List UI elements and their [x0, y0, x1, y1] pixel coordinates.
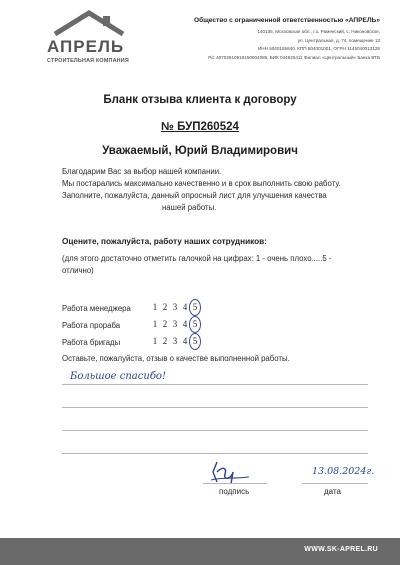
- feedback-line: [62, 407, 368, 408]
- signature-line: [203, 483, 267, 484]
- company-bank-line: Р/с 40702810919150004085, БИК 044525411 Филиал «Центральный» Банка ВТБ: [208, 54, 380, 60]
- feedback-line: [62, 453, 368, 454]
- rating-option[interactable]: 2: [162, 302, 168, 312]
- rating-hint: [62, 253, 372, 277]
- rating-option[interactable]: 3: [172, 302, 178, 312]
- rating-scale[interactable]: [150, 336, 200, 346]
- rating-heading: Оцените, пожалуйста, работу наших сотрудников:: [62, 237, 267, 246]
- form-title: Бланк отзыва клиента к договору: [103, 94, 297, 106]
- rating-option[interactable]: 1: [152, 319, 158, 329]
- feedback-line: [62, 384, 368, 385]
- rating-label: Работа менеджера: [62, 304, 131, 313]
- logo-subtitle: СТРОИТЕЛЬНАЯ КОМПАНИЯ: [47, 58, 129, 64]
- logo-name: АПРЕЛЬ: [47, 37, 125, 56]
- rating-scale[interactable]: [150, 319, 200, 329]
- contract-number-text: № БУП260524: [161, 121, 239, 133]
- rating-option[interactable]: 1: [152, 336, 158, 346]
- company-name: Общество с ограниченной ответственностью «АПРЕЛЬ»: [194, 17, 380, 24]
- greeting: Уважаемый, Юрий Владимирович: [102, 145, 298, 157]
- company-address-line: ул. Центральная, д. 74, помещение 13: [297, 37, 380, 43]
- company-address-line: 140135, Московская обл., г.о. Раменский, с. Никоновское,: [257, 29, 380, 34]
- contract-number: [0, 121, 400, 133]
- roof-logo-icon: [53, 10, 125, 36]
- signature-label: подпись: [219, 487, 250, 496]
- intro-line: Заполните, пожалуйста, данный опросный лист для улучшения качества: [62, 191, 327, 200]
- feedback-prompt: Оставьте, пожалуйста, отзыв о качестве выполненной работы.: [62, 354, 290, 363]
- intro-text: [62, 166, 372, 214]
- intro-line: нашей работы.: [162, 203, 217, 212]
- company-tax-line: ИНН 5040165840, КПП 504001001, ОГРН 1145040013128: [257, 46, 380, 51]
- footer-bar: [0, 538, 400, 565]
- rating-label: Работа прораба: [62, 321, 121, 330]
- rating-option[interactable]: 2: [162, 319, 168, 329]
- rating-option[interactable]: 5: [190, 336, 200, 346]
- feedback-handwritten-text[interactable]: Большое спасибо!: [70, 371, 166, 382]
- footer-url[interactable]: WWW.SK-APREL.RU: [304, 546, 378, 553]
- rating-option[interactable]: 3: [172, 319, 178, 329]
- intro-line: Благодарим Вас за выбор нашей компании.: [62, 167, 222, 176]
- rating-option[interactable]: 5: [190, 302, 200, 312]
- rating-hint-line: (для этого достаточно отметить галочкой на цифрах: 1 - очень плохо.....5 -: [62, 254, 332, 263]
- rating-option[interactable]: 3: [172, 336, 178, 346]
- feedback-line: [62, 430, 368, 431]
- rating-option[interactable]: 4: [182, 319, 188, 329]
- rating-option[interactable]: 4: [182, 336, 188, 346]
- date-line: [302, 483, 368, 484]
- date-label: дата: [324, 487, 341, 496]
- rating-hint-line: отлично): [62, 266, 94, 275]
- handwritten-signature: [211, 458, 251, 484]
- intro-line: Мы постарались максимально качественно и в срок выполнить свою работу.: [62, 179, 341, 188]
- rating-scale[interactable]: [150, 302, 200, 312]
- rating-option[interactable]: 2: [162, 336, 168, 346]
- rating-option[interactable]: 1: [152, 302, 158, 312]
- company-logo: [47, 10, 131, 66]
- rating-option[interactable]: 5: [190, 319, 200, 329]
- rating-label: Работа бригады: [62, 338, 121, 347]
- handwritten-date[interactable]: 13.08.2024г.: [312, 466, 375, 477]
- company-details: [140, 17, 380, 62]
- rating-option[interactable]: 4: [182, 302, 188, 312]
